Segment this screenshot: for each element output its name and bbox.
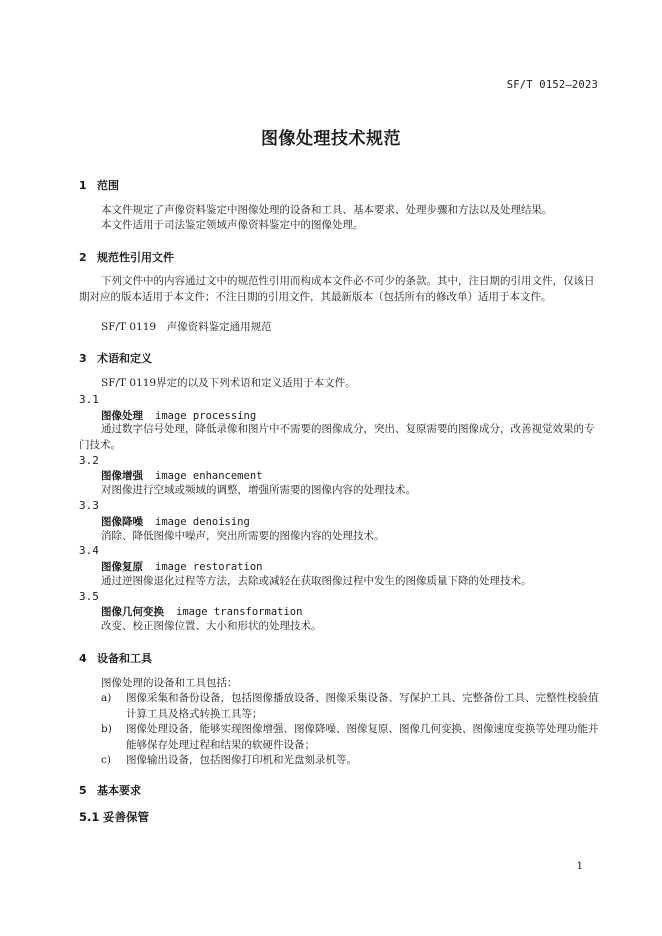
term-name — [101, 514, 250, 529]
section-5-number: 5 — [79, 784, 87, 797]
section-4-heading — [79, 650, 152, 666]
list-item-marker: c) — [101, 754, 111, 766]
term-name-zh: 图像处理 — [101, 410, 143, 422]
term-number: 3.4 — [79, 544, 99, 557]
term-name-zh: 图像增强 — [101, 470, 143, 482]
section-2-reference: SF/T 0119 声像资料鉴定通用规范 — [101, 321, 272, 333]
term-name-zh: 图像几何变换 — [101, 606, 164, 618]
section-5-title: 基本要求 — [97, 784, 141, 797]
term-definition: 通过数字信号处理，降低录像和图片中不需要的图像成分，突出、复原需要的图像成分，改善视觉效果的专门技术。 — [79, 423, 595, 451]
section-3-heading — [79, 350, 152, 366]
term-definition: 对图像进行空域或频域的调整，增强所需要的图像内容的处理技术。 — [101, 484, 416, 496]
term-number: 3.2 — [79, 454, 99, 467]
term-name — [101, 468, 262, 483]
section-2-number: 2 — [79, 251, 87, 264]
section-2-para-1: 下列文件中的内容通过文中的规范性引用而构成本文件必不可少的条款。其中，注日期的引用文件，仅该日期对应的版本适用于本文件；不注日期的引用文件，其最新版本（包括所有的修改单）适用于本文件。 — [79, 275, 595, 303]
term-definition: 通过逆图像退化过程等方法，去除或减轻在获取图像过程中发生的图像质量下降的处理技术。 — [101, 575, 532, 587]
section-4-number: 4 — [79, 652, 87, 665]
section-1-para-1: 本文件规定了声像资料鉴定中图像处理的设备和工具、基本要求、处理步骤和方法以及处理结果。 — [101, 204, 553, 216]
section-5-1-heading — [79, 809, 149, 825]
term-name-en: image enhancement — [155, 470, 263, 482]
term-name-en: image denoising — [155, 516, 250, 528]
section-3-number: 3 — [79, 352, 87, 365]
term-name-en: image restoration — [155, 561, 263, 573]
list-item — [101, 753, 601, 769]
page-number: 1 — [576, 861, 583, 872]
list-item-text: 图像采集和备份设备，包括图像播放设备、图像采集设备、写保护工具、完整备份工具、完整性校验值计算工具及格式转换工具等； — [126, 692, 599, 720]
list-item-text: 图像处理设备，能够实现图像增强、图像降噪、图像复原、图像几何变换、图像速度变换等处理功能并能够保存处理过程和结果的软硬件设备； — [126, 723, 599, 751]
section-1-heading — [79, 177, 119, 193]
list-item — [101, 691, 601, 722]
section-1-para-2: 本文件适用于司法鉴定领域声像资料鉴定中的图像处理。 — [101, 219, 364, 231]
section-5-heading — [79, 782, 141, 798]
standard-number: SF/T 0152—2023 — [506, 79, 598, 91]
term-name — [101, 408, 256, 423]
term-name-zh: 图像降噪 — [101, 516, 143, 528]
section-4-intro: 图像处理的设备和工具包括： — [101, 677, 238, 689]
term-number: 3.5 — [79, 590, 99, 603]
section-2-title: 规范性引用文件 — [97, 251, 174, 264]
list-item — [101, 722, 601, 753]
section-5-1-number: 5.1 — [79, 810, 100, 824]
term-name-zh: 图像复原 — [101, 561, 143, 573]
section-1-number: 1 — [79, 179, 87, 192]
equipment-list — [101, 691, 601, 769]
term-name-en: image processing — [155, 410, 257, 422]
term-name — [101, 604, 302, 619]
section-2-heading — [79, 249, 174, 265]
term-name — [101, 559, 262, 574]
document-title: 图像处理技术规范 — [261, 129, 401, 149]
section-1-title: 范围 — [97, 179, 119, 192]
term-name-en: image transformation — [176, 606, 303, 618]
list-item-text: 图像输出设备，包括图像打印机和光盘刻录机等。 — [126, 754, 357, 766]
term-definition: 改变、校正图像位置、大小和形状的处理技术。 — [101, 620, 322, 632]
section-5-1-title: 妥善保管 — [103, 810, 149, 824]
section-3-title: 术语和定义 — [97, 352, 152, 365]
term-number: 3.3 — [79, 499, 99, 512]
term-number: 3.1 — [79, 393, 99, 406]
section-3-intro: SF/T 0119界定的以及下列术语和定义适用于本文件。 — [101, 377, 356, 389]
term-definition: 消除、降低图像中噪声，突出所需要的图像内容的处理技术。 — [101, 530, 385, 542]
list-item-marker: b) — [101, 723, 112, 735]
list-item-marker: a) — [101, 692, 112, 704]
section-4-title: 设备和工具 — [97, 652, 152, 665]
